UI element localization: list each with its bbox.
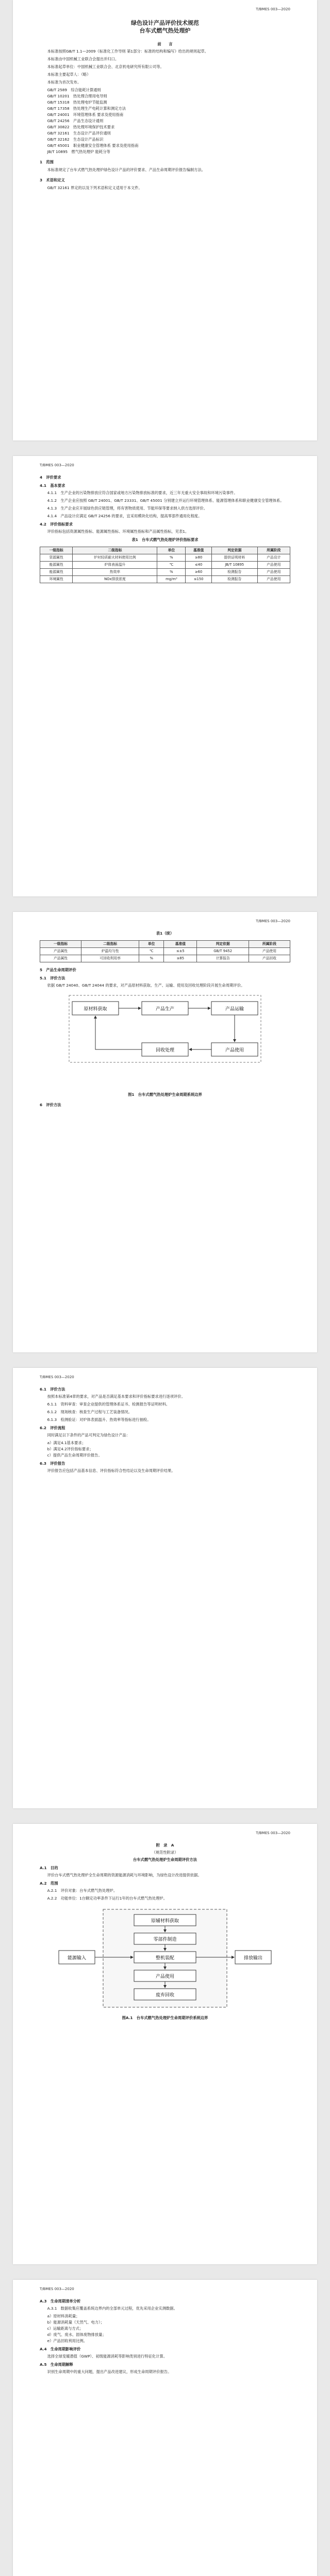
table-cell: 炉衬轻质耐火材料使用比例 bbox=[73, 554, 157, 562]
reference-item: GB/T 2589 综合能耗计算通则 bbox=[47, 88, 101, 92]
method-item: 6.1.3 检测验证：对炉体表面温升、热效率等指标进行抽检。 bbox=[47, 1417, 151, 1422]
document-page-1 bbox=[13, 0, 317, 440]
table-header-cell: 判定依据 bbox=[197, 941, 249, 948]
table-header-row bbox=[40, 547, 290, 554]
standard-number: T/BMES 003—2020 bbox=[40, 2287, 74, 2291]
method-item: 6.1.1 资料审查：审查企业提供的管理体系证书、检测报告等证明材料。 bbox=[47, 1402, 170, 1406]
foreword-paragraph: 本标准为首次发布。 bbox=[47, 80, 81, 84]
appendix-paragraph: 选择全球变暖潜值（GWP）、初级能源消耗等影响类别进行特征化计算。 bbox=[47, 2354, 168, 2359]
table-header-cell: 基准值 bbox=[186, 547, 212, 554]
terms-paragraph: GB/T 32161 界定的以及下列术语和定义适用于本文件。 bbox=[47, 185, 142, 190]
section-heading-4-2: 4.2 评价指标要求 bbox=[40, 522, 73, 527]
table-cell: 能源属性 bbox=[40, 569, 73, 576]
table-header-row bbox=[40, 941, 290, 948]
table-cell: 提供证明材料 bbox=[212, 554, 258, 562]
table-cell: ℃ bbox=[157, 562, 186, 569]
process-paragraph: 同时满足以下条件的产品可判定为绿色设计产品： bbox=[47, 1433, 130, 1437]
standard-number: T/BMES 003—2020 bbox=[256, 7, 290, 11]
inventory-item: d）废气、废水、固体废物排放量； bbox=[47, 2332, 106, 2337]
standard-number: T/BMES 003—2020 bbox=[256, 1831, 290, 1835]
table-cell: ≥60 bbox=[186, 569, 212, 576]
appendix-type: （规范性附录） bbox=[152, 1850, 178, 1855]
table-cell: 产品使用 bbox=[249, 948, 290, 955]
appendix-label: 附 录 A bbox=[156, 1843, 174, 1848]
table-cell: 能源属性 bbox=[40, 562, 73, 569]
report-paragraph: 评价报告应包括产品基本信息、评价指标符合性结论以及生命周期评价结果。 bbox=[47, 1468, 175, 1473]
section-heading-6: 6 评价方法 bbox=[40, 1103, 61, 1107]
table-caption: 表1 台车式燃气热处理炉评价指标要求 bbox=[131, 537, 199, 542]
appendix-paragraph: 识别生命周期中的重大问题，提出产品改进建议，形成生命周期评价报告。 bbox=[47, 2369, 172, 2374]
reference-item: GB/T 24256 产品生态设计通则 bbox=[47, 118, 104, 123]
table-caption: 表1（续） bbox=[156, 931, 174, 936]
table-cell: GB/T 9452 bbox=[197, 948, 249, 955]
document-page-2 bbox=[13, 456, 317, 896]
section-heading-a4: A.4 生命周期影响评价 bbox=[40, 2347, 81, 2351]
table-cell: ≤150 bbox=[186, 576, 212, 583]
table-row bbox=[40, 554, 290, 562]
inventory-item: e）产品回收利用比例。 bbox=[47, 2338, 88, 2343]
indicator-table bbox=[40, 547, 290, 583]
table-cell: 产品使用 bbox=[257, 562, 290, 569]
section-heading-6-3: 6.3 评价报告 bbox=[40, 1461, 65, 1466]
section-heading-4-1: 4.1 基本要求 bbox=[40, 483, 65, 488]
reference-item: GB/T 17358 热处理生产电耗计算和测定方法 bbox=[47, 106, 126, 111]
table-cell: 热效率 bbox=[73, 569, 157, 576]
table-cell: JB/T 10895 bbox=[212, 562, 258, 569]
table-cell: 产品属性 bbox=[40, 948, 81, 955]
table-row bbox=[40, 569, 290, 576]
document-page-4 bbox=[13, 1368, 317, 1808]
table-row bbox=[40, 955, 290, 962]
lca-paragraph: 依据 GB/T 24040、GB/T 24044 的要求，对产品原材料获取、生产、运输、使用及回收处理阶段开展生命周期评价。 bbox=[47, 983, 245, 988]
inventory-item: c）运输距离与方式； bbox=[47, 2326, 84, 2331]
foreword-paragraph: 本标准由中国机械工业联合会提出并归口。 bbox=[47, 57, 119, 61]
figure-caption: 图1 台车式燃气热处理炉生命周期系统边界 bbox=[128, 1092, 202, 1097]
output-label: 排放输出 bbox=[243, 1956, 263, 1961]
section-heading-a3: A.3 生命周期清单分析 bbox=[40, 2299, 81, 2303]
table-header-cell: 基准值 bbox=[164, 941, 197, 948]
table-cell: 炉温均匀性 bbox=[81, 948, 139, 955]
method-item: 6.1.2 现场核查：核查生产过程与工艺装备情况。 bbox=[47, 1410, 133, 1414]
table-row bbox=[40, 948, 290, 955]
table-cell: ≤±5 bbox=[164, 948, 197, 955]
table-cell: 可回收利用率 bbox=[81, 955, 139, 962]
table-header-cell: 二级指标 bbox=[73, 547, 157, 554]
reference-item: GB/T 10201 热处理合理用电导则 bbox=[47, 94, 107, 98]
flow-arrow bbox=[95, 1016, 142, 1049]
section-heading-scope: 1 范围 bbox=[40, 160, 54, 164]
requirement-paragraph: 4.1.3 生产企业应开展绿色供应链管理，将有害物质使用、节能环保等要求纳入供方选择评价。 bbox=[47, 506, 208, 511]
table-header-cell: 一级指标 bbox=[40, 547, 73, 554]
reference-item: JB/T 10895 燃气热处理炉 能耗分等 bbox=[47, 149, 110, 154]
table-cell: 计算报告 bbox=[197, 955, 249, 962]
input-label: 能源输入 bbox=[67, 1956, 87, 1961]
table-cell: ℃ bbox=[139, 948, 164, 955]
reference-item: GB/T 32162 生态设计产品标识 bbox=[47, 137, 104, 142]
standard-number: T/BMES 003—2020 bbox=[40, 463, 74, 467]
appendix-paragraph: A.2.2 功能单位：1台额定功率条件下运行1年的台车式燃气热处理炉。 bbox=[47, 1896, 167, 1901]
condition-item: b）满足4.2评价指标要求； bbox=[47, 1447, 93, 1451]
standard-number: T/BMES 003—2020 bbox=[40, 1375, 74, 1379]
table-header-cell: 判定依据 bbox=[212, 547, 258, 554]
figure-caption: 图A.1 台车式燃气热处理炉生命周期评价系统边界 bbox=[122, 2015, 208, 2020]
reference-item: GB/T 24001 环境管理体系 要求及使用指南 bbox=[47, 112, 124, 117]
appendix-paragraph: 评价台车式燃气热处理炉全生命周期的资源能源消耗与环境影响，为绿色设计改进提供依据。 bbox=[47, 1873, 202, 1877]
table-header-cell: 单位 bbox=[139, 941, 164, 948]
table-cell: NOx排放浓度 bbox=[73, 576, 157, 583]
stage-label: 原辅材料获取 bbox=[151, 1919, 179, 1924]
table-cell: 资源属性 bbox=[40, 554, 73, 562]
table-header-cell: 单位 bbox=[157, 547, 186, 554]
table-cell: % bbox=[157, 569, 186, 576]
requirement-paragraph: 4.1.2 生产企业应按照 GB/T 24001、GB/T 23331、GB/T 45001 分别建立并运行环境管理体系、能源管理体系和职业健康安全管理体系。 bbox=[47, 498, 284, 503]
section-heading-a1: A.1 目的 bbox=[40, 1866, 58, 1870]
section-heading-6-1: 6.1 评价方法 bbox=[40, 1387, 65, 1392]
table-cell: ≥80 bbox=[186, 554, 212, 562]
table-row bbox=[40, 576, 290, 583]
condition-item: a）满足4.1基本要求； bbox=[47, 1440, 86, 1445]
foreword-heading: 前 言 bbox=[157, 42, 173, 46]
appendix-paragraph: A.2.1 评价对象：台车式燃气热处理炉。 bbox=[47, 1888, 118, 1893]
section-heading-4: 4 评价要求 bbox=[40, 475, 61, 480]
foreword-paragraph: 本标准主要起草人：（略） bbox=[47, 72, 91, 77]
method-paragraph: 按照本标准第4章的要求，对产品是否满足基本要求和评价指标要求进行逐项评价。 bbox=[47, 1394, 185, 1399]
document-title-line-2: 台车式燃气热处理炉 bbox=[139, 27, 191, 34]
table-cell: 产品属性 bbox=[40, 955, 81, 962]
section-heading-a5: A.5 生命周期解释 bbox=[40, 2362, 73, 2367]
stage-label: 废弃回收 bbox=[155, 1993, 175, 1998]
reference-item: GB/T 32161 生态设计产品评价通则 bbox=[47, 131, 111, 135]
table-header-cell: 二级指标 bbox=[81, 941, 139, 948]
table-cell: 环境属性 bbox=[40, 576, 73, 583]
table-cell: 产品回收 bbox=[249, 955, 290, 962]
flow-label: 产品运输 bbox=[225, 1007, 244, 1012]
document-page-5 bbox=[13, 1824, 317, 2264]
table-header-cell: 所属阶段 bbox=[257, 547, 290, 554]
scope-paragraph: 本标准规定了台车式燃气热处理炉绿色设计产品的评价要求、产品生命周期评价报告编制方法。 bbox=[47, 167, 206, 172]
table-cell: % bbox=[139, 955, 164, 962]
section-heading-5: 5 产品生命周期评价 bbox=[40, 968, 76, 972]
table-header-cell: 一级指标 bbox=[40, 941, 81, 948]
lifecycle-flow-diagram bbox=[67, 991, 263, 1089]
document-page-3 bbox=[13, 912, 317, 1352]
appendix-title: 台车式燃气热处理炉生命周期评价方法 bbox=[133, 1857, 197, 1862]
table-cell: 炉体表面温升 bbox=[73, 562, 157, 569]
flow-label: 回收处理 bbox=[155, 1048, 175, 1053]
table-cell: 检测报告 bbox=[212, 569, 258, 576]
table-header-cell: 所属阶段 bbox=[249, 941, 290, 948]
section-heading-6-2: 6.2 评价流程 bbox=[40, 1426, 65, 1430]
foreword-paragraph: 本标准按照GB/T 1.1—2009《标准化工作导则 第1部分：标准的结构和编写》给出的规则起草。 bbox=[47, 49, 209, 54]
condition-item: c）提供产品生命周期评价报告。 bbox=[47, 1453, 102, 1458]
flow-label: 产品生产 bbox=[155, 1007, 175, 1012]
reference-item: GB/T 15318 热处理电炉节能监测 bbox=[47, 100, 107, 105]
section-heading-terms: 3 术语和定义 bbox=[40, 178, 65, 182]
requirement-paragraph: 4.1.4 产品设计应满足 GB/T 24256 的要求，宜采用模块化结构，提高零部件通用化程度。 bbox=[47, 514, 202, 518]
table-row bbox=[40, 562, 290, 569]
inventory-item: a）原材料消耗量； bbox=[47, 2314, 80, 2318]
foreword-paragraph: 本标准起草单位：中国机械工业联合会、北京机电研究所有限公司等。 bbox=[47, 64, 164, 69]
stage-label: 整机装配 bbox=[155, 1956, 175, 1961]
reference-item: GB/T 30822 热处理环境保护技术要求 bbox=[47, 125, 115, 129]
standard-number: T/BMES 003—2020 bbox=[256, 919, 290, 923]
system-boundary-diagram bbox=[57, 1904, 273, 2012]
flow-label: 产品使用 bbox=[225, 1048, 244, 1053]
stage-label: 零部件制造 bbox=[153, 1937, 177, 1942]
section-heading-5-1: 5.1 评价方法 bbox=[40, 976, 65, 980]
table-cell: mg/m³ bbox=[157, 576, 186, 583]
table-cell: % bbox=[157, 554, 186, 562]
reference-item: GB/T 45001 职业健康安全管理体系 要求及使用指南 bbox=[47, 143, 139, 148]
section-heading-a2: A.2 范围 bbox=[40, 1881, 58, 1886]
table-cell: 产品使用 bbox=[257, 576, 290, 583]
flow-label: 原材料获取 bbox=[84, 1007, 107, 1012]
table-cell: 产品使用 bbox=[257, 569, 290, 576]
table-cell: 产品设计 bbox=[257, 554, 290, 562]
document-page-6 bbox=[13, 2280, 317, 2576]
requirement-paragraph: 4.1.1 生产企业的污染物排放应符合国家或地方污染物排放标准的要求，近三年无重大安全事故和环境污染事件。 bbox=[47, 490, 238, 495]
stage-label: 产品使用 bbox=[155, 1974, 175, 1979]
indicator-paragraph: 评价指标包括资源属性指标、能源属性指标、环境属性指标和产品属性指标，见表1。 bbox=[47, 529, 189, 534]
inventory-item: b）能源消耗量（天然气、电力）； bbox=[47, 2320, 105, 2325]
indicator-table-continued bbox=[40, 940, 290, 962]
table-cell: ≤40 bbox=[186, 562, 212, 569]
table-cell: ≥85 bbox=[164, 955, 197, 962]
table-cell: 检测报告 bbox=[212, 576, 258, 583]
document-title-line-1: 绿色设计产品评价技术规范 bbox=[131, 20, 199, 26]
appendix-paragraph: A.3.1 数据收集应覆盖系统边界内的全部单元过程，优先采用企业实测数据。 bbox=[47, 2306, 177, 2311]
